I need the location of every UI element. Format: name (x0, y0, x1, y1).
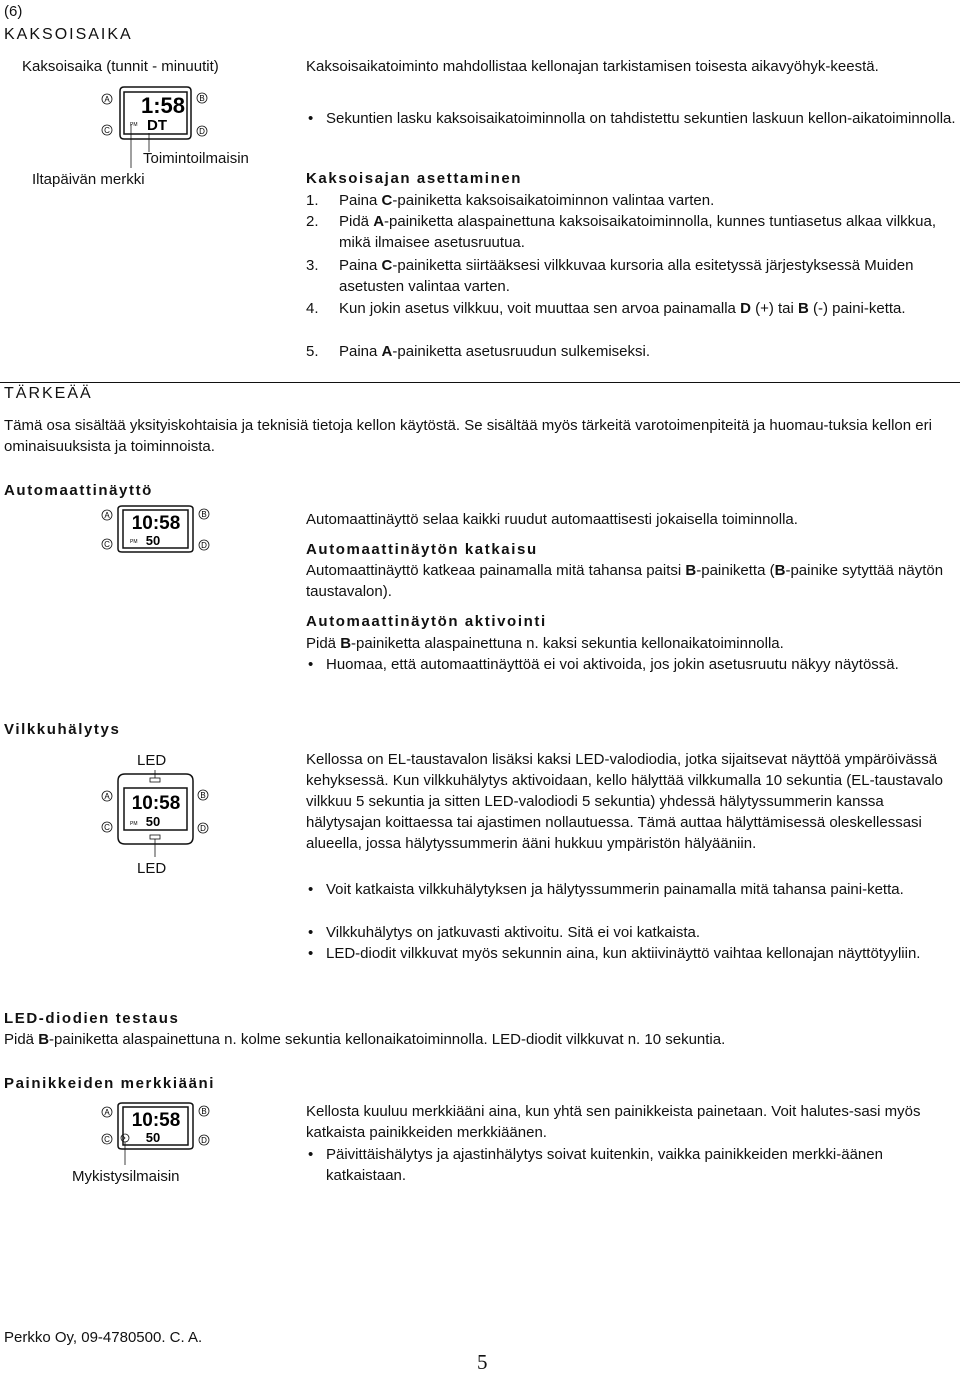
button-d-icon (199, 1135, 209, 1145)
step-4: 4. Kun jokin asetus vilkkuu, voit muuttaa sen arvoa painamalla D (+) tai B (-) paini-ketta. (306, 300, 906, 317)
button-a-icon (102, 94, 112, 104)
button-b-icon (199, 1106, 209, 1116)
button-a-icon (102, 791, 112, 801)
watch-sub-digits: 50 (145, 1130, 161, 1145)
led-bottom-icon (150, 835, 160, 839)
watch-sub-digits: DT (147, 117, 167, 134)
svg-text:B: B (201, 510, 207, 519)
auto-display-heading: Automaattinäyttö (4, 482, 153, 499)
watch-figure-button-tone (98, 1102, 213, 1152)
footer-company: Perkko Oy, 09-4780500. C. A. (4, 1329, 203, 1346)
svg-text:D: D (199, 127, 205, 136)
section-number: (6) (4, 3, 23, 20)
button-b-icon (198, 790, 208, 800)
page-number: 5 (477, 1350, 488, 1374)
watch-figure-auto-display (98, 505, 213, 555)
flash-alert-text: Kellossa on EL-taustavalon lisäksi kaksi LED-valodiodia, jotka sijaitsevat näyttöä ympäröivässä kehyksessä. Kun vilkkuhälytys aktivoidaan, kello hälyttää vilkkumalla 10 sekuntia (EL-taustavalo vilkkuu 5 sekuntia ja sitten LED-valodiodi 5 sekuntia) yhdessä hälytyssummerin kanssa hälytysajan koittaessa tai ajastimen nollautuessa. Tämä auttaa hälyttämisessä oleskellessasi alueella, jossa hälytyssummerin ääni hukkuu ympäristön hälyääniin. (306, 751, 943, 852)
watch-main-digits: 10:58 (131, 1110, 181, 1131)
watch-pm-indicator: PM (130, 539, 138, 545)
auto-display-bullet: • Huomaa, että automaattinäyttöä ei voi aktivoida, jos jokin asetusruutu näkyy näytössä. (308, 656, 899, 673)
watch-main-digits: 10:58 (131, 513, 181, 534)
watch-main-digits: 1:58 (140, 93, 186, 118)
fig-label-mode-indicator: Toimintoilmaisin (143, 150, 249, 167)
svg-text:B: B (199, 94, 205, 103)
dual-time-bullet: • Sekuntien lasku kaksoisaikatoiminnolla on tahdistettu sekuntien laskuun kellon-aikatoiminnolla. (308, 110, 956, 127)
svg-text:C: C (104, 1135, 110, 1144)
dual-time-setting-heading: Kaksoisajan asettaminen (306, 170, 523, 187)
button-d-icon (197, 126, 207, 136)
svg-text:C: C (104, 126, 110, 135)
svg-text:B: B (201, 1107, 207, 1116)
step-1: 1. Paina C-painiketta kaksoisaikatoiminnon valintaa varten. (306, 192, 715, 209)
led-top-icon (150, 778, 160, 782)
fig-label-pm-mark: Iltapäivän merkki (32, 171, 145, 188)
button-a-icon (102, 510, 112, 520)
svg-text:A: A (104, 1108, 110, 1117)
fig-label-mute-indicator: Mykistysilmaisin (72, 1168, 180, 1185)
button-b-icon (197, 93, 207, 103)
auto-display-intro: Automaattinäyttö selaa kaikki ruudut automaattisesti jokaisella toiminnolla. (306, 511, 798, 528)
page-title: KAKSOISAIKA (4, 26, 133, 43)
auto-display-cancel-heading: Automaattinäytön katkaisu (306, 541, 538, 558)
watch-sub-digits: 50 (145, 533, 161, 548)
led-test-text: Pidä B-painiketta alaspainettuna n. kolme sekuntia kellonaikatoiminnolla. LED-diodit vilkkuvat n. 10 sekuntia. (4, 1031, 726, 1048)
button-c-icon (102, 1134, 112, 1144)
step-3: 3. Paina C-painiketta siirtääksesi vilkkuvaa kursoria alla esitetyssä järjestyksessä Muiden asetusten valintaa varten. (306, 257, 914, 295)
watch-figure-flash-alert (98, 773, 213, 853)
auto-display-cancel-text: Automaattinäyttö katkeaa painamalla mitä tahansa paitsi B-painiketta (B-painike sytyttää näytön taustavalon). (306, 562, 944, 600)
led-top-label: LED (137, 752, 167, 769)
dual-time-fig-caption: Kaksoisaika (tunnit - minuutit) (22, 58, 219, 75)
svg-text:D: D (201, 1136, 207, 1145)
watch-pm-indicator: PM (130, 821, 138, 827)
watch-main-digits: 10:58 (131, 793, 181, 814)
flash-alert-heading: Vilkkuhälytys (4, 721, 121, 738)
svg-text:D: D (200, 824, 206, 833)
auto-display-activate-text: Pidä B-painiketta alaspainettuna n. kaksi sekuntia kellonaikatoiminnolla. (306, 635, 784, 652)
watch-sub-digits: 50 (145, 814, 161, 829)
svg-text:A: A (104, 792, 110, 801)
button-tone-heading: Painikkeiden merkkiääni (4, 1075, 216, 1092)
button-tone-text: Kellosta kuuluu merkkiääni aina, kun yhtä sen painikkeista painetaan. Voit halutes-sasi myös katkaista painikkeiden merkkiäänen. (306, 1103, 921, 1141)
button-b-icon (199, 509, 209, 519)
dual-time-intro: Kaksoisaikatoiminto mahdollistaa kellonajan tarkistamisen toisesta aikavyöhyk-keestä. (306, 58, 879, 75)
button-d-icon (199, 540, 209, 550)
svg-text:D: D (201, 541, 207, 550)
important-heading: TÄRKEÄÄ (4, 385, 93, 402)
button-tone-bullet: • Päivittäishälytys ja ajastinhälytys soivat kuitenkin, vaikka painikkeiden merkki-äänen katkaistaan. (308, 1146, 883, 1184)
led-bottom-label: LED (137, 860, 167, 877)
auto-display-activate-heading: Automaattinäytön aktivointi (306, 613, 547, 630)
flash-alert-bullet-2: • Vilkkuhälytys on jatkuvasti aktivoitu. Sitä ei voi katkaista. (308, 924, 701, 941)
watch-figure-dual-time (98, 86, 213, 146)
watch-pm-indicator: PM (130, 122, 138, 128)
svg-text:B: B (200, 791, 206, 800)
step-2: 2. Pidä A-painiketta alaspainettuna kaksoisaikatoiminnolla, kunnes tuntiasetus alkaa vilkkua, mikä ilmaisee asetusruutua. (306, 213, 937, 251)
button-c-icon (102, 125, 112, 135)
button-c-icon (102, 539, 112, 549)
svg-text:C: C (104, 540, 110, 549)
button-d-icon (198, 823, 208, 833)
flash-alert-bullet-1: • Voit katkaista vilkkuhälytyksen ja hälytyssummerin painamalla mitä tahansa paini-ketta. (308, 881, 904, 898)
flash-alert-bullet-3: • LED-diodit vilkkuvat myös sekunnin aina, kun aktiivinäyttö vaihtaa kellonajan näyttötyyliin. (308, 945, 921, 962)
button-a-icon (102, 1107, 112, 1117)
svg-text:A: A (104, 511, 110, 520)
svg-text:C: C (104, 823, 110, 832)
step-5: 5. Paina A-painiketta asetusruudun sulkemiseksi. (306, 343, 651, 360)
important-text: Tämä osa sisältää yksityiskohtaisia ja teknisiä tietoja kellon käytöstä. Se sisältää myös tärkeitä varotoimenpiteitä ja huomau-tuksia kellon eri ominaisuuksista ja toiminnoista. (4, 417, 932, 455)
led-test-heading: LED-diodien testaus (4, 1010, 180, 1027)
svg-text:A: A (104, 95, 110, 104)
button-c-icon (102, 822, 112, 832)
divider-rule (0, 382, 960, 383)
